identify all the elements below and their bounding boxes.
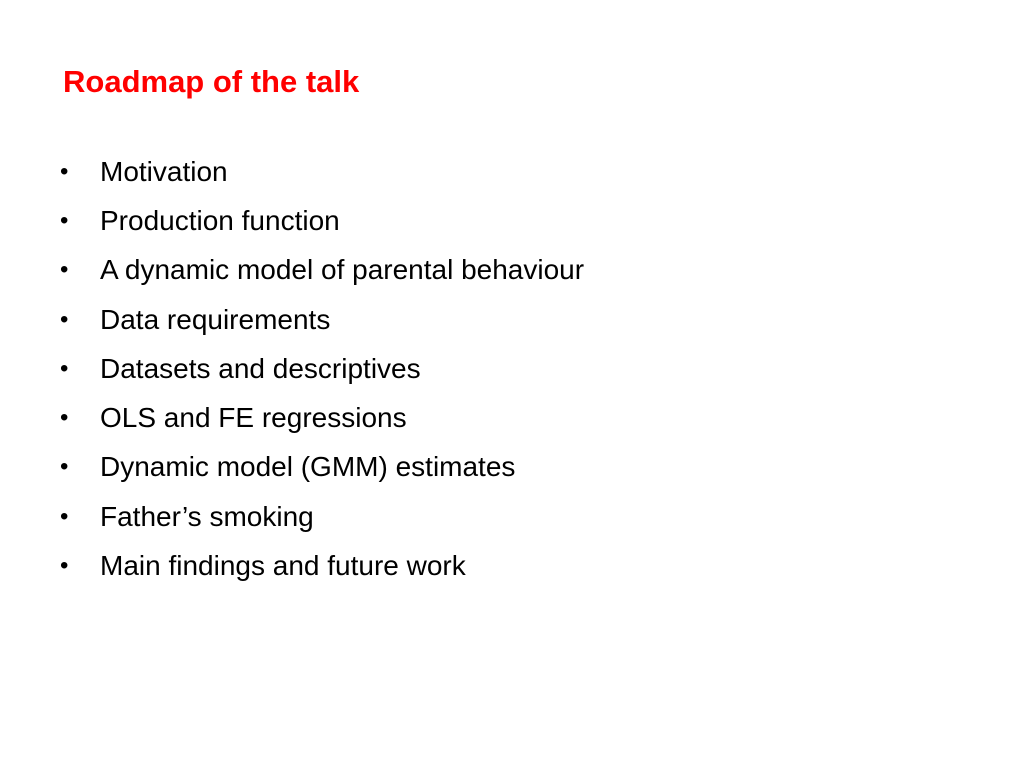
bullet-item-ols-fe xyxy=(60,393,584,442)
bullet-item-data-requirements xyxy=(60,295,584,344)
bullet-text: A dynamic model of parental behaviour xyxy=(100,254,585,286)
bullet-item-gmm-estimates xyxy=(60,443,584,492)
bullet-icon: • xyxy=(60,157,69,185)
bullet-icon: • xyxy=(60,305,69,333)
bullet-text: OLS and FE regressions xyxy=(100,402,407,434)
bullet-item-production-function xyxy=(60,196,584,245)
bullet-text: Father’s smoking xyxy=(100,500,314,532)
bullet-item-datasets xyxy=(60,344,584,393)
bullet-icon: • xyxy=(60,354,69,382)
bullet-item-motivation xyxy=(60,147,584,196)
bullet-icon: • xyxy=(60,453,69,481)
bullet-item-main-findings xyxy=(60,541,584,590)
bullet-icon: • xyxy=(60,256,69,284)
bullet-icon: • xyxy=(60,404,69,432)
bullet-icon: • xyxy=(60,552,69,580)
bullet-item-dynamic-model xyxy=(60,246,584,295)
bullet-text: Main findings and future work xyxy=(100,550,466,582)
bullet-item-fathers-smoking xyxy=(60,492,584,541)
bullet-text: Motivation xyxy=(100,155,228,187)
bullet-text: Dynamic model (GMM) estimates xyxy=(100,451,516,483)
bullet-icon: • xyxy=(60,502,69,530)
slide-title: Roadmap of the talk xyxy=(63,64,360,99)
bullet-text: Production function xyxy=(100,204,340,236)
bullet-text: Data requirements xyxy=(100,303,331,335)
bullet-list xyxy=(60,147,584,591)
bullet-icon: • xyxy=(60,206,69,234)
bullet-text: Datasets and descriptives xyxy=(100,352,421,384)
